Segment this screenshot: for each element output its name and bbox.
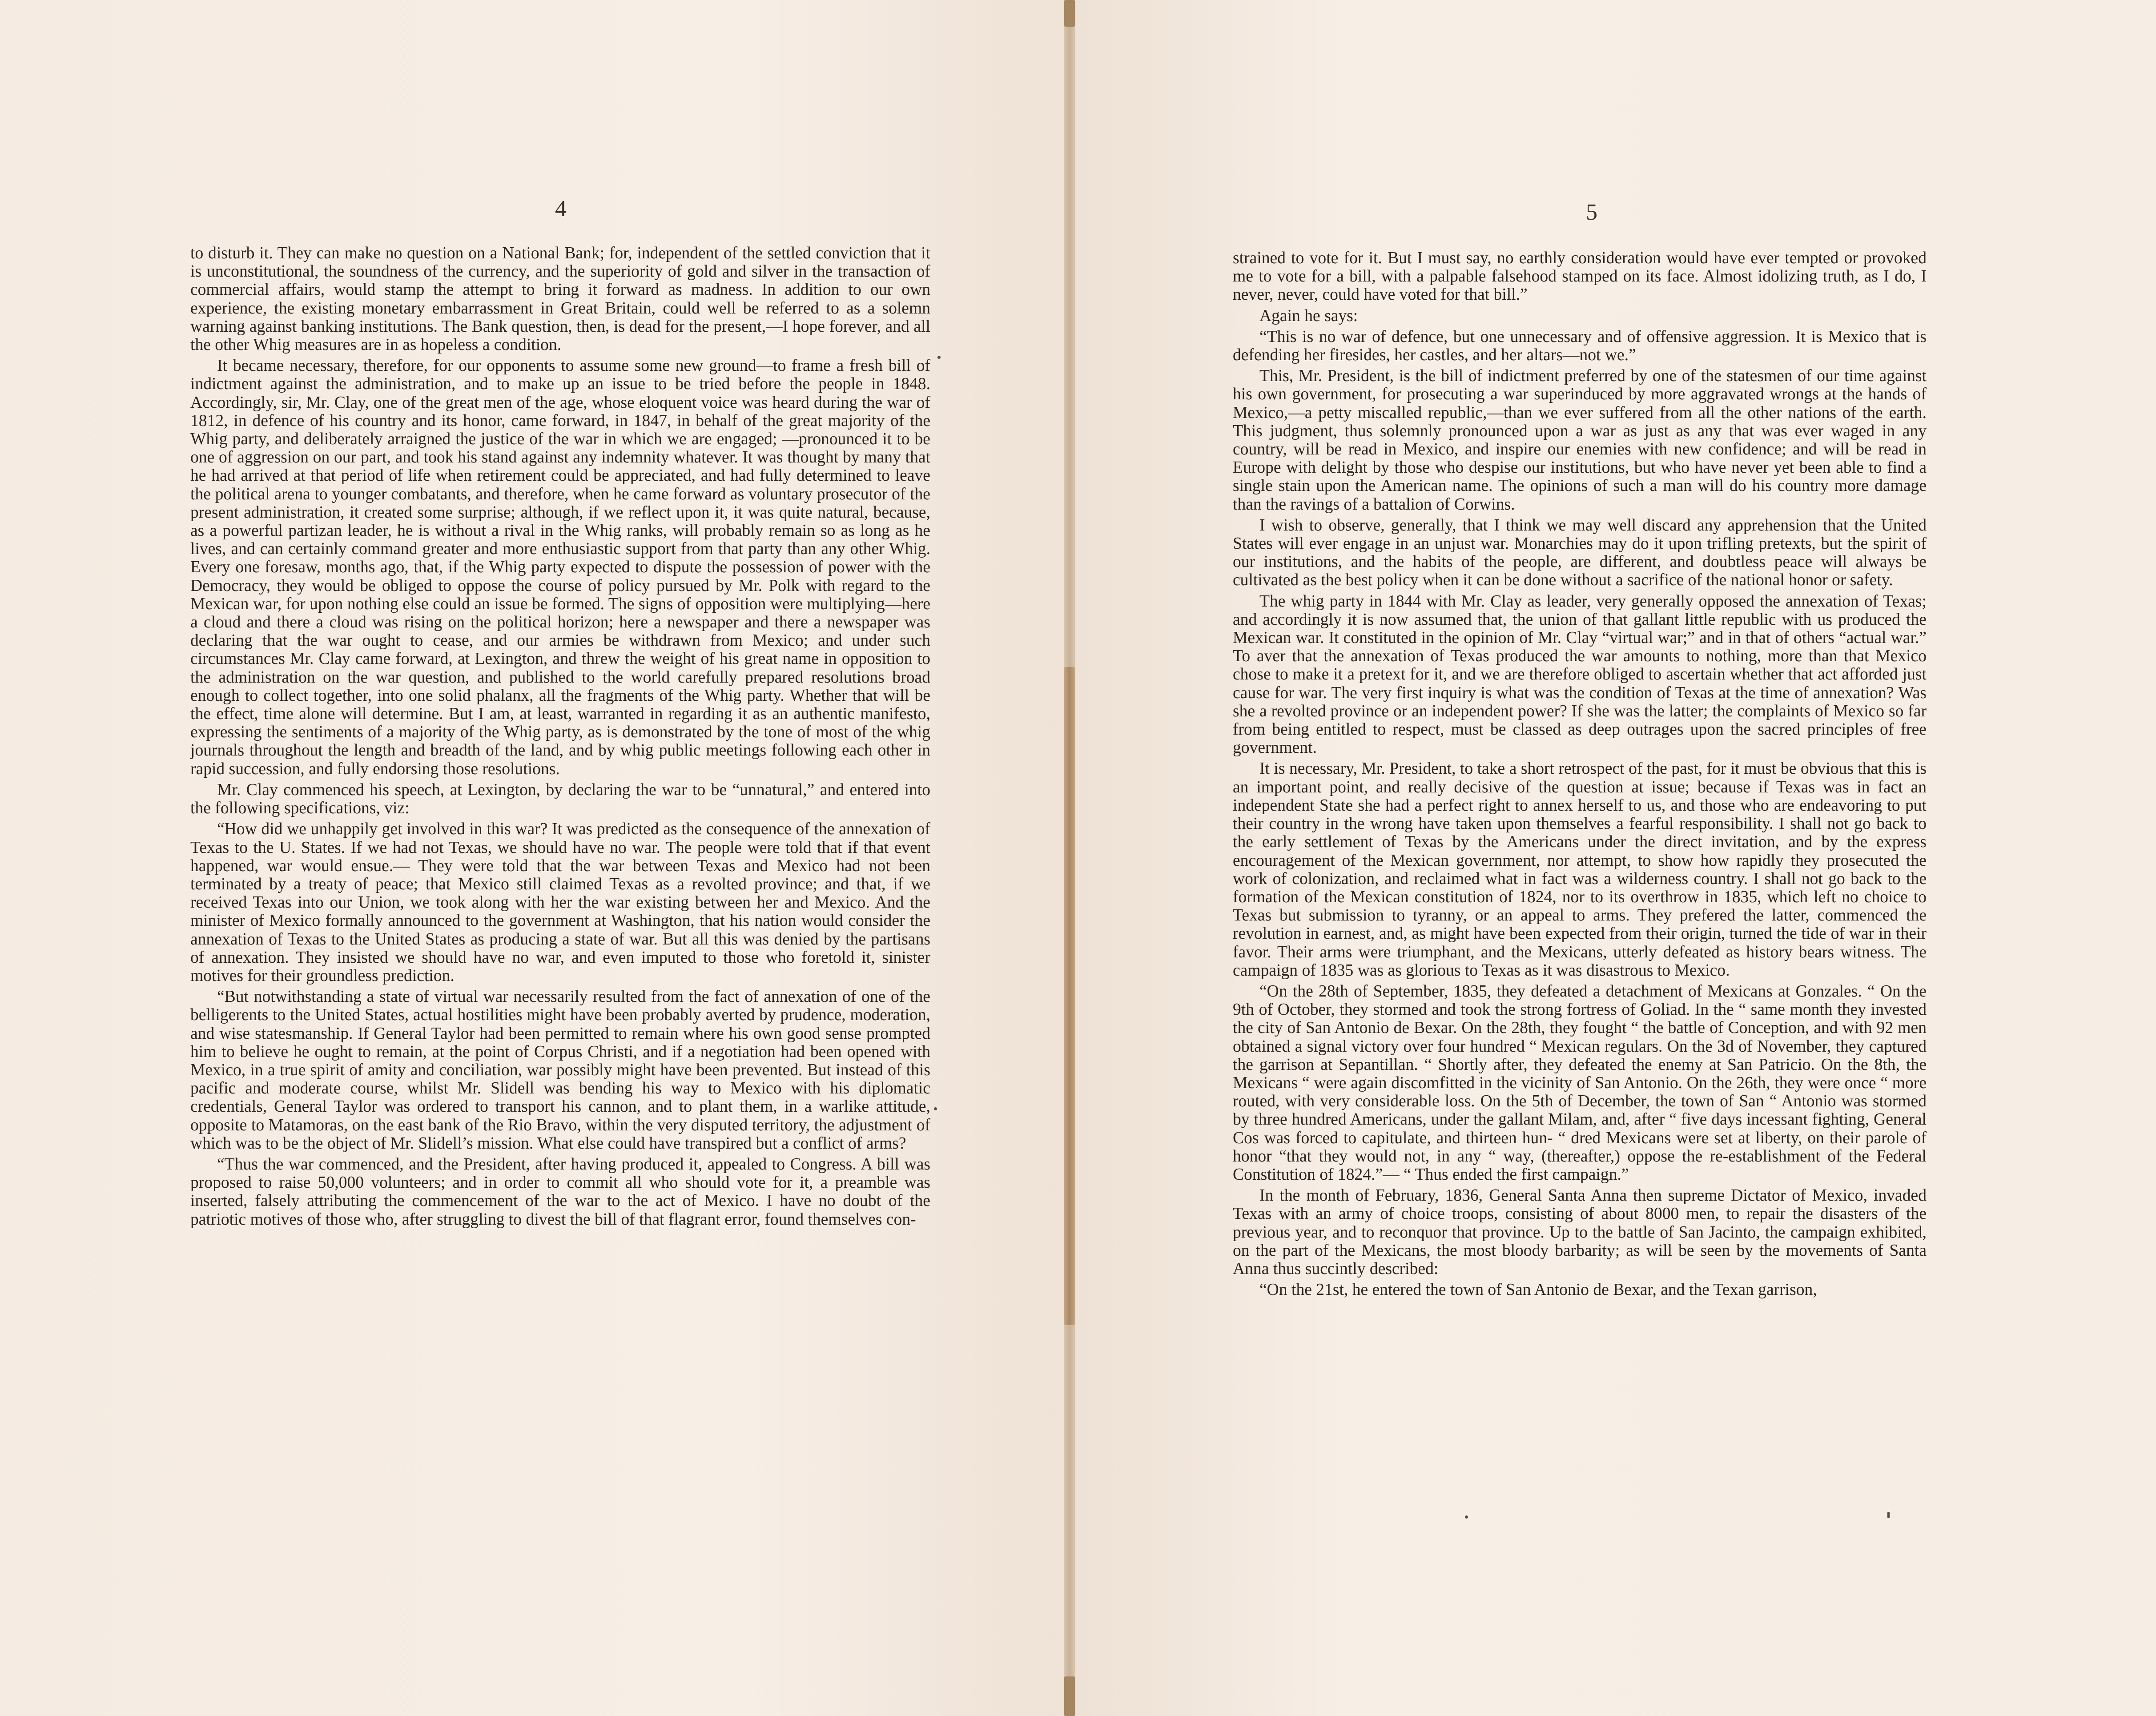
right-paragraph: The whig party in 1844 with Mr. Clay as leader, very generally opposed the annexation of Texas; and accordingly it is now assumed that, the union of that gallant little republic with us produced the Mexican war. It constituted in the opinion of Mr. Clay “virtual war;” and in that of others “actual war.” To aver that the annexation of Texas produced the war amounts to nothing, more than that Mexico chose to make it a pretext for it, and we are therefore obliged to ascertain whether that act afforded just cause for war. The very first inquiry is what was the condition of Texas at the time of annexation? Was she a revolted province or an independent power? If she was the latter; the complaints of Mexico so far from being entitled to respect, must be classed as deep outrages upon the sacred principles of free government.	[1233, 592, 1927, 757]
left-paragraph: to disturb it. They can make no question on a National Bank; for, independent of the settled conviction that it is unconstitutional, the soundness of the currency, and the superiority of gold and silver in the transaction of commercial affairs, would stamp the attempt to bring it forward as madness. In addition to our own experience, the existing monetary embarrassment in Great Britain, could well be referred to as a solemn warning against banking institutions. The Bank question, then, is dead for the present,—I hope forever, and all the other Whig measures are in as hopeless a condition.	[190, 244, 930, 354]
right-paragraph: In the month of February, 1836, General Santa Anna then supreme Dictator of Mexico, invaded Texas with an army of choice troops, consisting of about 8000 men, to repair the disasters of the previous year, and to reconquor that province. Up to the battle of San Jacinto, the campaign exhibited, on the part of the Mexicans, the most bloody barbarity; as will be seen by the movements of Santa Anna thus succintly described:	[1233, 1186, 1927, 1278]
paper-speck	[1887, 1512, 1890, 1518]
paper-speck	[937, 356, 941, 359]
left-paragraph: “But notwithstanding a state of virtual war necessarily resulted from the fact of annexation of one of the belligerents to the United States, actual hostilities might have been probably averted by prudence, moderation, and wise statesmanship. If General Taylor had been permitted to remain where his own good sense prompted him to believe he ought to remain, at the point of Corpus Christi, and if a negotiation had been opened with Mexico, in a true spirit of amity and conciliation, war possibly might have been prevented. But instead of this pacific and moderate course, whilst Mr. Slidell was bending his way to Mexico with his diplomatic credentials, General Taylor was ordered to transport his cannon, and to plant them, in a warlike attitude, opposite to Matamoras, on the east bank of the Rio Bravo, within the very disputed territory, the adjustment of which was to be the object of Mr. Slidell’s mission. What else could have transpired but a conflict of arms?	[190, 988, 930, 1153]
left-paragraph: Mr. Clay commenced his speech, at Lexington, by declaring the war to be “unnatural,” and entered into the following specifications, viz:	[190, 780, 930, 818]
left-paragraph: “How did we unhappily get involved in this war? It was predicted as the consequence of the annexation of Texas to the U. States. If we had not Texas, we should have no war. The people were told that if that event happened, war would ensue.— They were told that the war between Texas and Mexico had not been terminated by a treaty of peace; that Mexico still claimed Texas as a revolted province; and that, if we received Texas into our Union, we took along with her the war existing between her and Mexico. And the minister of Mexico formally announced to the government at Washington, that his nation would consider the annexation of Texas to the United States as producing a state of war. But all this was denied by the partisans of annexation. They insisted we should have no war, and even imputed to those who foretold it, sinister motives for their groundless prediction.	[190, 820, 930, 985]
left-page	[0, 0, 1064, 1716]
left-paragraph: “Thus the war commenced, and the President, after having produced it, appealed to Congress. A bill was proposed to raise 50,000 volunteers; and in order to commit all who should vote for it, a preamble was inserted, falsely attributing the commencement of the war to the act of Mexico. I have no doubt of the patriotic motives of those who, after struggling to divest the bill of that flagrant error, found themselves con-	[190, 1155, 930, 1229]
paper-speck	[934, 1107, 937, 1110]
right-paragraph: It is necessary, Mr. President, to take a short retrospect of the past, for it must be obvious that this is an important point, and really decisive of the question at issue; because if Texas was in fact an independent State she had a perfect right to annex herself to us, and those who are endeavoring to put their country in the wrong have taken upon themselves a fearful responsibility. I shall not go back to the early settlement of Texas by the Americans under the direct invitation, and by the express encouragement of the Mexican government, nor attempt, to show how rapidly they prosecuted the work of colonization, and reclaimed what in fact was a wilderness country. I shall not go back to the formation of the Mexican constitution of 1824, nor to its overthrow in 1835, which left no choice to Texas but submission to tyranny, or an appeal to arms. They prefered the latter, commenced the revolution in earnest, and, as might have been expected from their origin, turned the tide of war in their favor. Their arms were triumphant, and the Mexicans, utterly defeated as history bears witness. The campaign of 1835 was as glorious to Texas as it was disastrous to Mexico.	[1233, 760, 1927, 980]
left-paragraph: It became necessary, therefore, for our opponents to assume some new ground—to frame a fresh bill of indictment against the administration, and to make up an issue to be tried before the people in 1848. Accordingly, sir, Mr. Clay, one of the great men of the age, whose eloquent voice was heard during the war of 1812, in defence of his country and its honor, came forward, in 1847, in behalf of the great majority of the Whig party, and deliberately arraigned the justice of the war in which we are engaged; —pronounced it to be one of aggression on our part, and took his stand against any indemnity whatever. It was thought by many that he had arrived at that period of life when retirement could be appreciated, and had fully determined to leave the political arena to younger combatants, and therefore, when he came forward as voluntary prosecutor of the present administration, it created some surprise; although, if we reflect upon it, it was quite natural, because, as a powerful partizan leader, he is without a rival in the Whig ranks, will probably remain so as long as he lives, and can certainly command greater and more enthusiastic support from that party than any other Whig. Every one foresaw, months ago, that, if the Whig party expected to dispute the possession of power with the Democracy, they would be obliged to oppose the course of policy pursued by Mr. Polk with regard to the Mexican war, for upon nothing else could an issue be formed. The signs of opposition were multiplying—here a cloud and there a cloud was rising on the political horizon; here a newspaper and there a newspaper was declaring that the war ought to cease, and our armies be withdrawn from Mexico; and under such circumstances Mr. Clay came forward, at Lexington, and threw the weight of his great name in opposition to the administration on the war question, and published to the world carefully prepared resolutions broad enough to collect together, into one solid phalanx, all the fragments of the Whig party. Whether that will be the effect, time alone will determine. But I am, at least, warranted in regarding it as an authentic manifesto, expressing the sentiments of a majority of the Whig party, as is demonstrated by the tone of most of the whig journals throughout the length and breadth of the land, and by whig public meetings following each other in rapid succession, and fully endorsing those resolutions.	[190, 357, 930, 778]
binding-strip-bottom	[1064, 1676, 1075, 1716]
left-page-number: 4	[555, 196, 567, 221]
right-page-number: 5	[1586, 200, 1597, 225]
right-paragraph: “On the 21st, he entered the town of San Antonio de Bexar, and the Texan garrison,	[1259, 1281, 1817, 1299]
left-page-text	[190, 244, 930, 1229]
right-paragraph: “On the 28th of September, 1835, they defeated a detachment of Mexicans at Gonzales. “ On the 9th of October, they stormed and took the strong fortress of Goliad. In the “ same month they invested the city of San Antonio de Bexar. On the 28th, they fought “ the battle of Conception, and with 92 men obtained a signal victory over four hundred “ Mexican regulars. On the 3d of November, they captured the garrison at Sepantillan. “ Shortly after, they defeated the enemy at San Patricio. On the 8th, the Mexicans “ were again discomfitted in the vicinity of San Antonio. On the 26th, they were once “ more routed, with very considerable loss. On the 5th of December, the town of San “ Antonio was stormed by three hundred Americans, under the gallant Milam, and, after “ five days incessant fighting, General Cos was forced to capitulate, and thirteen hun- “ dred Mexicans were set at liberty, on their parole of honor “that they would not, in any “ way, (thereafter,) oppose the re-establishment of the Federal Constitution of 1824.”— “ Thus ended the first campaign.”	[1233, 982, 1927, 1184]
right-paragraph: This, Mr. President, is the bill of indictment preferred by one of the statesmen of our time against his own government, for prosecuting a war superinduced by more aggravated wrongs at the hands of Mexico,—a petty miscalled republic,—than we ever suffered from all the other nations of the earth. This judgment, thus solemnly pronounced upon a war as just as any that was ever waged in any country, will be read in Mexico, and inspire our enemies with new confidence; and will be read in Europe with delight by those who despise our institutions, but who have never yet been able to find a single stain upon the American name. The opinions of such a man will do his country more damage than the ravings of a battalion of Corwins.	[1233, 367, 1927, 514]
right-page-text	[1233, 249, 1927, 1299]
binding-strip-top	[1064, 0, 1075, 27]
paper-speck	[1465, 1515, 1468, 1519]
right-paragraph: I wish to observe, generally, that I think we may well discard any apprehension that the United States will ever engage in an unjust war. Monarchies may do it upon trifling pretexts, but the spirit of our institutions, and the habits of the people, are different, and doubtless peace will always be cultivated as the best policy when it can be done without a sacrifice of the national honor or safety.	[1233, 516, 1927, 590]
right-paragraph: “This is no war of defence, but one unnecessary and of offensive aggression. It is Mexico that is defending her firesides, her castles, and her altars—not we.”	[1233, 327, 1927, 365]
right-paragraph: strained to vote for it. But I must say, no earthly consideration would have ever tempted or provoked me to vote for a bill, with a palpable falsehood stamped on its face. Almost idolizing truth, as I do, I never, never, could have voted for that bill.”	[1233, 249, 1927, 304]
right-paragraph: Again he says:	[1259, 306, 1358, 325]
binding-strip-middle	[1064, 667, 1075, 1325]
